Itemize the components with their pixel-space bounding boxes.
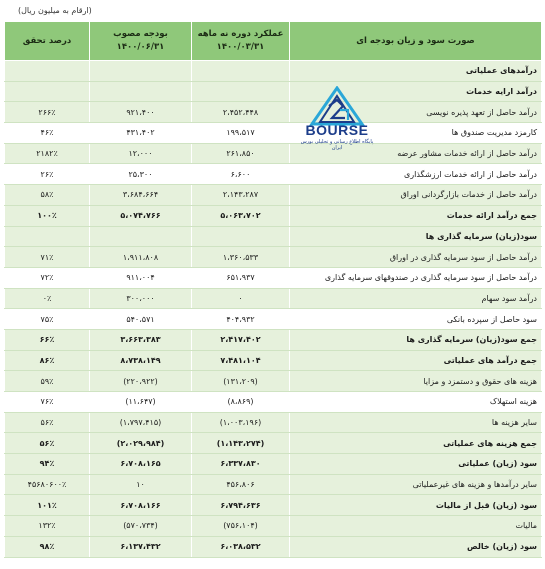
header-achievement: درصد تحقق <box>5 22 90 61</box>
row-budget: ۵،۰۷۴،۷۶۶ <box>90 205 192 226</box>
row-achievement: ۱۰۱٪ <box>5 495 90 516</box>
row-label: سود (زیان) عملیاتی <box>290 454 542 475</box>
row-achievement: ۷۲٪ <box>5 267 90 288</box>
row-actual: ۱۹۹،۵۱۷ <box>192 123 290 144</box>
row-budget: ۶،۱۳۷،۴۳۲ <box>90 536 192 557</box>
row-actual: ۴۰۴،۹۳۲ <box>192 309 290 330</box>
section-row <box>5 81 542 102</box>
row-budget: ۴۳۱،۴۰۲ <box>90 123 192 144</box>
row-budget: ۹۱۱،۰۰۴ <box>90 267 192 288</box>
row-label: سود(زیان) سرمایه گذاری ها <box>290 226 542 247</box>
row-actual: ۲،۴۱۷،۴۰۲ <box>192 329 290 350</box>
row-budget: ۱،۹۱۱،۸۰۸ <box>90 247 192 268</box>
row-achievement: ۲۱۸۲٪ <box>5 143 90 164</box>
row-label: درآمد حاصل از تعهد پذیره نویسی <box>290 102 542 123</box>
total-row <box>5 433 542 454</box>
row-budget: ۱۲،۰۰۰ <box>90 143 192 164</box>
header-budget: بودجه مصوب ۱۴۰۰/۰۶/۳۱ <box>90 22 192 61</box>
row-label: درآمد حاصل از سود سرمایه گذاری در صندوقهای سرمایه گذاری <box>290 267 542 288</box>
row-achievement: ۴۶٪ <box>5 123 90 144</box>
row-actual: (۸،۸۶۹) <box>192 392 290 413</box>
row-actual: ۴۵۶،۸۰۶ <box>192 474 290 495</box>
row-label: درآمد ارایه خدمات <box>290 81 542 102</box>
row-achievement <box>5 226 90 247</box>
row-label: سود (زیان) خالص <box>290 536 542 557</box>
row-label: درآمد حاصل از ارائه خدمات ارزشگذاری <box>290 164 542 185</box>
row-actual: ۲۶۱،۸۵۰ <box>192 143 290 164</box>
row-label: جمع درآمد های عملیاتی <box>290 350 542 371</box>
row-actual: ۲،۴۵۲،۴۴۸ <box>192 102 290 123</box>
row-actual: ۰ <box>192 288 290 309</box>
row-label: سایر هزینه ها <box>290 412 542 433</box>
table-row <box>5 164 542 185</box>
row-label: هزینه استهلاک <box>290 392 542 413</box>
row-achievement <box>5 61 90 82</box>
row-achievement: ۱۳۲٪ <box>5 516 90 537</box>
row-budget: (۱،۷۹۷،۴۱۵) <box>90 412 192 433</box>
row-budget: ۶،۷۰۸،۱۶۵ <box>90 454 192 475</box>
row-actual: ۲،۱۴۳،۲۸۷ <box>192 185 290 206</box>
table-row <box>5 474 542 495</box>
table-row <box>5 392 542 413</box>
row-label: هزینه های حقوق و دستمزد و مزایا <box>290 371 542 392</box>
row-achievement: ۵۹٪ <box>5 371 90 392</box>
row-achievement: ۹۸٪ <box>5 536 90 557</box>
total-row <box>5 454 542 475</box>
row-actual <box>192 226 290 247</box>
total-row <box>5 350 542 371</box>
row-budget: (۵۷۰،۷۳۴) <box>90 516 192 537</box>
section-row <box>5 226 542 247</box>
table-row <box>5 143 542 164</box>
row-budget <box>90 81 192 102</box>
row-label: سود حاصل از سپرده بانکی <box>290 309 542 330</box>
row-actual: (۱،۱۴۳،۲۷۴) <box>192 433 290 454</box>
row-actual: ۷،۴۸۱،۱۰۴ <box>192 350 290 371</box>
header-row <box>5 22 542 61</box>
row-achievement: ۵۶٪ <box>5 412 90 433</box>
bourse-logo <box>296 86 378 152</box>
row-actual: (۱،۰۰۳،۱۹۶) <box>192 412 290 433</box>
table-row <box>5 516 542 537</box>
row-budget: ۹۲۱،۴۰۰ <box>90 102 192 123</box>
row-label: کارمزد مدیریت صندوق ها <box>290 123 542 144</box>
row-label: درآمدهای عملیاتی <box>290 61 542 82</box>
row-budget: ۵۴۰،۵۷۱ <box>90 309 192 330</box>
row-label: سود (زیان) قبل از مالیات <box>290 495 542 516</box>
row-budget: ۲۵،۳۰۰ <box>90 164 192 185</box>
row-actual: ۶۵۱،۹۳۷ <box>192 267 290 288</box>
budget-income-statement-table <box>4 21 542 558</box>
row-budget: ۸،۷۳۸،۱۴۹ <box>90 350 192 371</box>
bourse-logo-tagline: پایگاه اطلاع رسانی و تحلیلی بورس ایران <box>300 139 374 151</box>
bourse-logo-word: BOURSE <box>305 122 369 138</box>
row-label: جمع درآمد ارائه خدمات <box>290 205 542 226</box>
row-label: درآمد حاصل از خدمات بازارگردانی اوراق <box>290 185 542 206</box>
row-label: جمع سود(زیان) سرمایه گذاری ها <box>290 329 542 350</box>
table-row <box>5 247 542 268</box>
row-actual <box>192 61 290 82</box>
total-row <box>5 329 542 350</box>
row-budget: ۳۰۰،۰۰۰ <box>90 288 192 309</box>
row-achievement: ۵۸٪ <box>5 185 90 206</box>
row-budget: ۱۰ <box>90 474 192 495</box>
row-achievement: ۷۵٪ <box>5 309 90 330</box>
row-achievement: ۲۶۶٪ <box>5 102 90 123</box>
row-achievement: ۲۶٪ <box>5 164 90 185</box>
row-budget: ۶،۷۰۸،۱۶۶ <box>90 495 192 516</box>
row-budget: (۲،۰۲۹،۹۸۴) <box>90 433 192 454</box>
header-description: صورت سود و زیان بودجه ای <box>290 22 542 61</box>
table-row <box>5 371 542 392</box>
units-note: (ارقام به میلیون ریال) <box>18 6 92 15</box>
row-achievement: ۴۵۶۸۰۶۰۰٪ <box>5 474 90 495</box>
row-label: درآمد سود سهام <box>290 288 542 309</box>
table-row <box>5 309 542 330</box>
row-achievement: ۸۶٪ <box>5 350 90 371</box>
row-actual: ۵،۰۶۳،۷۰۲ <box>192 205 290 226</box>
row-budget: (۱۱،۶۴۷) <box>90 392 192 413</box>
row-actual: ۶،۶۰۰ <box>192 164 290 185</box>
row-budget: ۳،۶۶۳،۳۸۳ <box>90 329 192 350</box>
row-budget <box>90 226 192 247</box>
row-actual: ۶،۰۳۸،۵۳۲ <box>192 536 290 557</box>
table-row <box>5 123 542 144</box>
table-row <box>5 102 542 123</box>
row-label: سایر درآمدها و هزینه های غیرعملیاتی <box>290 474 542 495</box>
header-actual: عملکرد دوره نه ماهه ۱۴۰۰/۰۳/۳۱ <box>192 22 290 61</box>
row-achievement <box>5 81 90 102</box>
row-actual: (۱۳۱،۲۰۹) <box>192 371 290 392</box>
total-row <box>5 536 542 557</box>
row-label: مالیات <box>290 516 542 537</box>
row-actual: ۶،۷۹۴،۶۳۶ <box>192 495 290 516</box>
section-row <box>5 61 542 82</box>
row-budget <box>90 61 192 82</box>
row-achievement: ۷۶٪ <box>5 392 90 413</box>
row-achievement: ۱۰۰٪ <box>5 205 90 226</box>
total-row <box>5 495 542 516</box>
row-actual <box>192 81 290 102</box>
row-achievement: ۷۱٪ <box>5 247 90 268</box>
bourse-triangle-icon <box>296 86 378 126</box>
row-achievement: ۵۶٪ <box>5 433 90 454</box>
row-label: درآمد حاصل از سود سرمایه گذاری در اوراق <box>290 247 542 268</box>
table-row <box>5 185 542 206</box>
table-row <box>5 267 542 288</box>
table-row <box>5 288 542 309</box>
row-budget: ۳،۶۸۴،۶۶۴ <box>90 185 192 206</box>
row-budget: (۲۲۰،۹۲۲) <box>90 371 192 392</box>
row-actual: ۱،۳۶۰،۵۳۳ <box>192 247 290 268</box>
row-achievement: ۹۴٪ <box>5 454 90 475</box>
row-actual: (۷۵۶،۱۰۴) <box>192 516 290 537</box>
row-achievement: ۶۶٪ <box>5 329 90 350</box>
row-label: جمع هزینه های عملیاتی <box>290 433 542 454</box>
row-label: درآمد حاصل از ارائه خدمات مشاور عرضه <box>290 143 542 164</box>
total-row <box>5 205 542 226</box>
row-actual: ۶،۳۳۷،۸۳۰ <box>192 454 290 475</box>
row-achievement: ۰٪ <box>5 288 90 309</box>
table-row <box>5 412 542 433</box>
